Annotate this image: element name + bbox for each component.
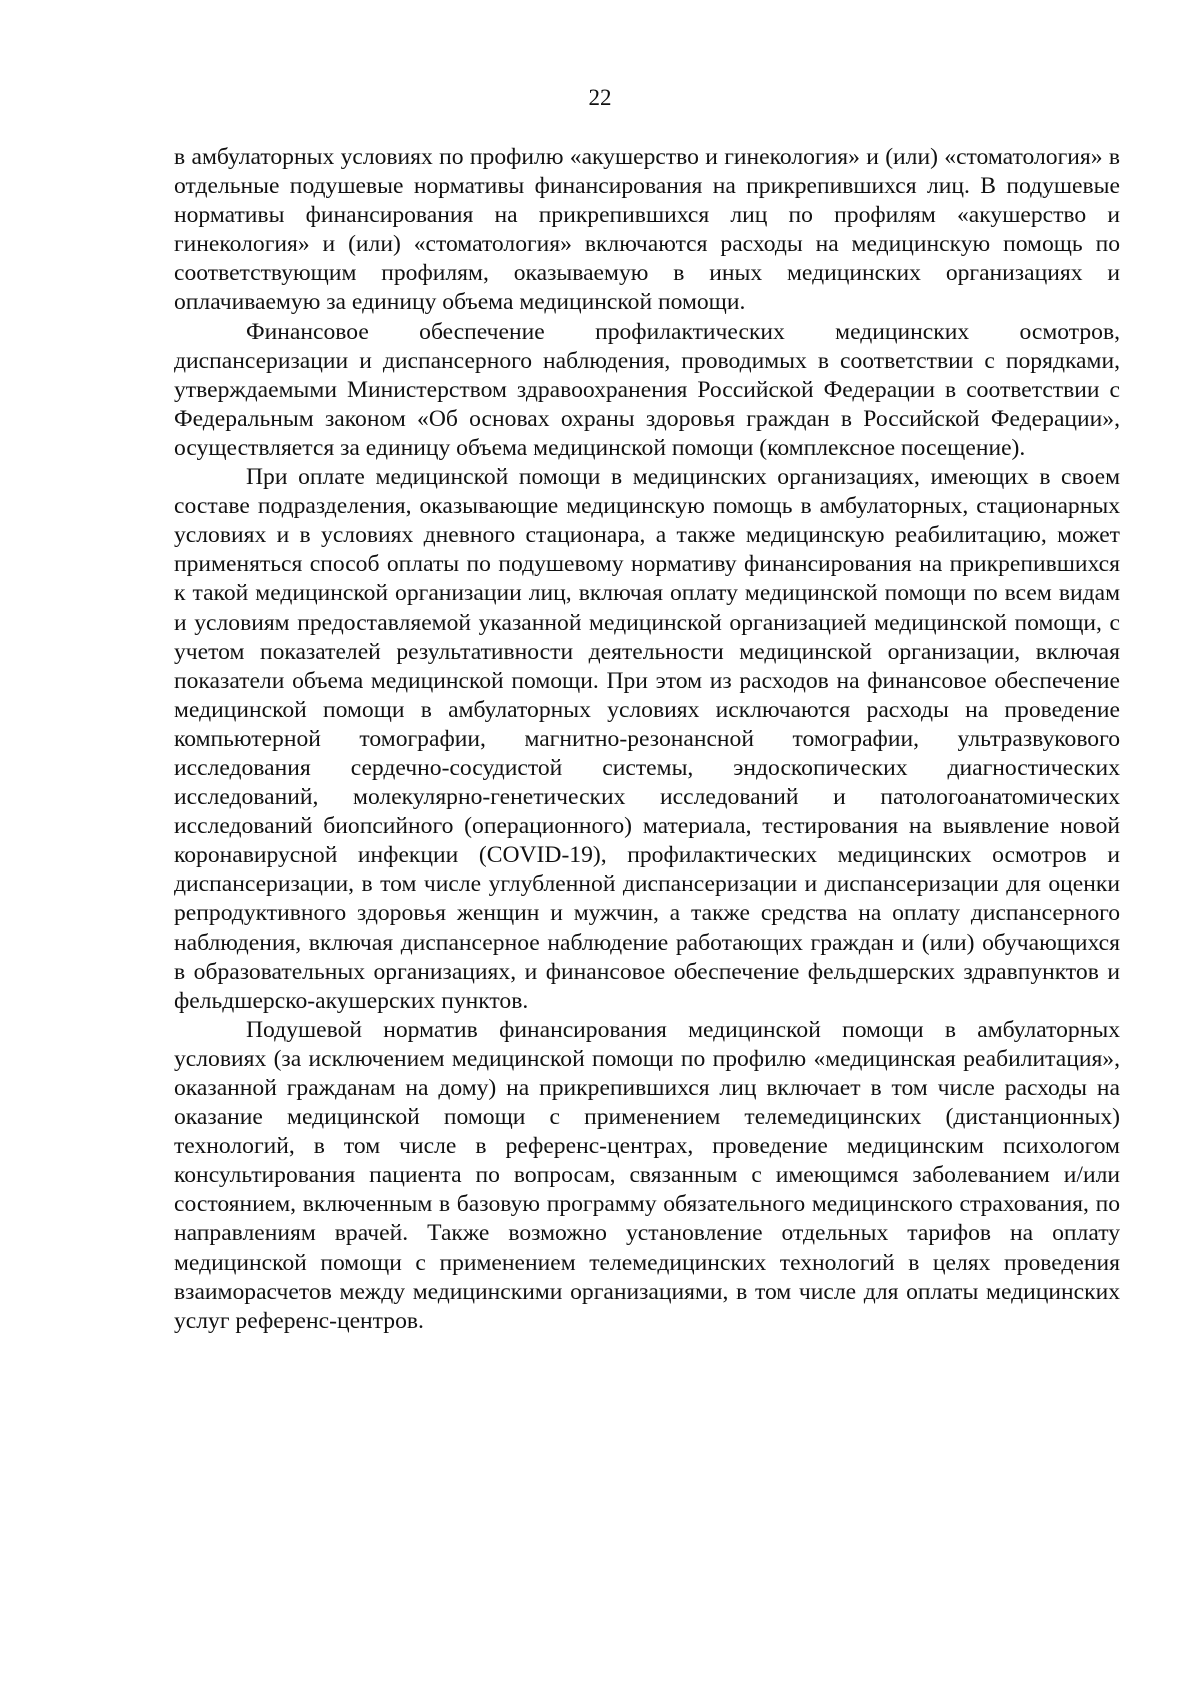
paragraph-continuation: в амбулаторных условиях по профилю «акушерство и гинекология» и (или) «стоматология» в отдельные подушевые нормативы финансирования на прикрепившихся лиц. В подушевые нормативы финансирования на прикрепившихся лиц по профилям «акушерство и гинекология» и (или) «стоматология» включаются расходы на медицинскую помощь по соответствующим профилям, оказываемую в иных медицинских организациях и оплачиваемую за единицу объема медицинской помощи. — [174, 144, 1120, 316]
document-body — [174, 143, 1120, 1336]
paragraph-payment-method: При оплате медицинской помощи в медицинских организациях, имеющих в своем составе подразделения, оказывающие медицинскую помощь в амбулаторных, стационарных условиях и в условиях дневного стационара, а также медицинскую реабилитацию, может применяться способ оплаты по подушевому нормативу финансирования на прикрепившихся к такой медицинской организации лиц, включая оплату медицинской помощи по всем видам и условиям предоставляемой указанной медицинской организацией медицинской помощи, с учетом показателей результативности деятельности медицинской организации, включая показатели объема медицинской помощи. При этом из расходов на финансовое обеспечение медицинской помощи в амбулаторных условиях исключаются расходы на проведение компьютерной томографии, магнитно-резонансной томографии, ультразвукового исследования сердечно-сосудистой системы, эндоскопических диагностических исследований, молекулярно-генетических исследований и патологоанатомических исследований биопсийного (операционного) материала, тестирования на выявление новой коронавирусной инфекции (COVID-19), профилактических медицинских осмотров и диспансеризации, в том числе углубленной диспансеризации и диспансеризации для оценки репродуктивного здоровья женщин и мужчин, а также средства на оплату диспансерного наблюдения, включая диспансерное наблюдение работающих граждан и (или) обучающихся в образовательных организациях, и финансовое обеспечение фельдшерских здравпунктов и фельдшерско-акушерских пунктов. — [174, 464, 1120, 1014]
paragraph-per-capita-standard: Подушевой норматив финансирования медицинской помощи в амбулаторных условиях (за исключением медицинской помощи по профилю «медицинская реабилитация», оказанной гражданам на дому) на прикрепившихся лиц включает в том числе расходы на оказание медицинской помощи с применением телемедицинских (дистанционных) технологий, в том числе в референс-центрах, проведение медицинским психологом консультирования пациента по вопросам, связанным с имеющимся заболеванием и/или состоянием, включенным в базовую программу обязательного медицинского страхования, по направлениям врачей. Также возможно установление отдельных тарифов на оплату медицинской помощи с применением телемедицинских технологий в целях проведения взаиморасчетов между медицинскими организациями, в том числе для оплаты медицинских услуг референс-центров. — [174, 1016, 1120, 1334]
page-number: 22 — [588, 85, 612, 110]
paragraph-preventive-checkups: Финансовое обеспечение профилактических медицинских осмотров, диспансеризации и диспансерного наблюдения, проводимых в соответствии с порядками, утверждаемыми Министерством здравоохранения Российской Федерации в соответствии с Федеральным законом «Об основах охраны здоровья граждан в Российской Федерации», осуществляется за единицу объема медицинской помощи (комплексное посещение). — [174, 318, 1120, 461]
